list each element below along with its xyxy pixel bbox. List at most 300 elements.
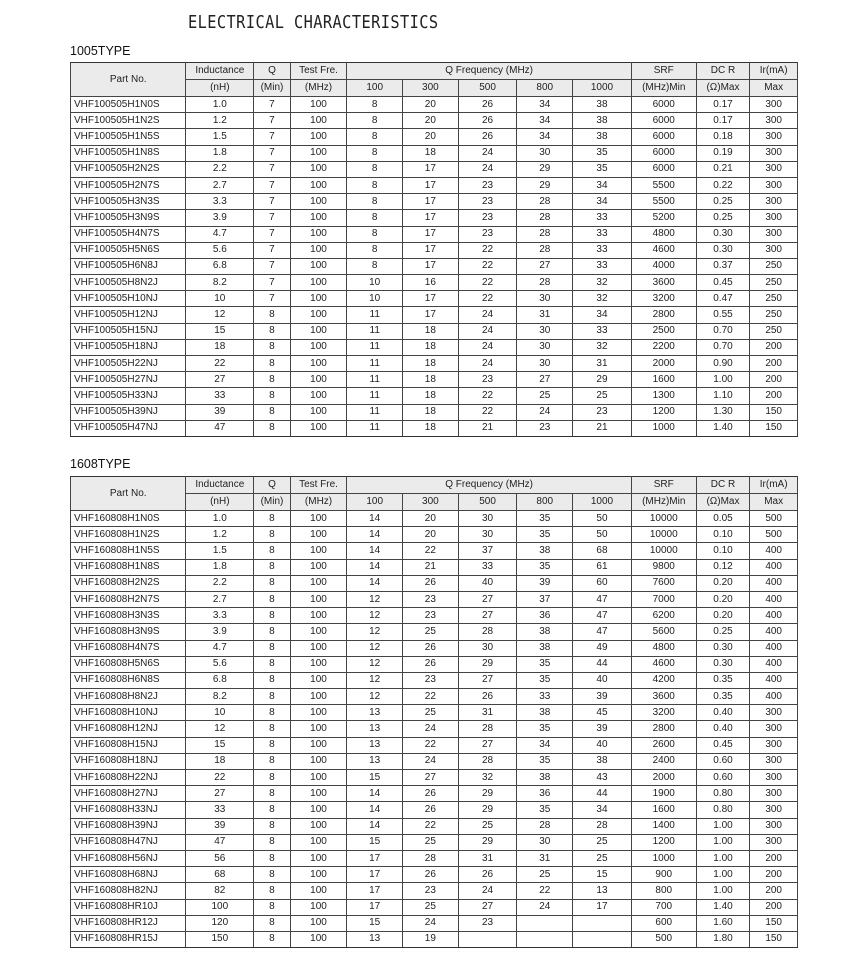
table-cell: 0.10 xyxy=(696,543,750,559)
header-srf: SRF xyxy=(631,477,696,494)
table-cell: 7 xyxy=(254,113,290,129)
table-cell: 400 xyxy=(750,608,798,624)
table-cell: 0.35 xyxy=(696,689,750,705)
table-cell: 25 xyxy=(403,899,459,915)
table-cell: 3600 xyxy=(631,275,696,291)
table-cell: 24 xyxy=(458,356,517,372)
table-cell: 8 xyxy=(347,242,403,258)
table-cell: 100 xyxy=(290,97,347,113)
part-number-cell: VHF100505H1N5S xyxy=(71,129,186,145)
table-cell: 100 xyxy=(290,883,347,899)
table-cell: 8 xyxy=(254,656,290,672)
part-number-cell: VHF160808H2N2S xyxy=(71,575,186,591)
table-cell: 400 xyxy=(750,640,798,656)
table-cell: 13 xyxy=(573,883,632,899)
table-cell: 61 xyxy=(573,559,632,575)
table-cell: 100 xyxy=(290,689,347,705)
table-cell: 24 xyxy=(403,915,459,931)
table-cell: 15 xyxy=(573,867,632,883)
header-q-freq-500: 500 xyxy=(458,80,517,97)
table-cell: 28 xyxy=(517,194,573,210)
part-number-cell: VHF160808H1N2S xyxy=(71,527,186,543)
table-cell: 7 xyxy=(254,242,290,258)
table-cell: 1.8 xyxy=(186,559,254,575)
table-cell: 16 xyxy=(403,275,459,291)
table-cell: 19 xyxy=(403,931,459,947)
table-cell: 150 xyxy=(750,420,798,436)
table-cell: 7 xyxy=(254,97,290,113)
table-cell: 7 xyxy=(254,258,290,274)
table-cell: 22 xyxy=(458,291,517,307)
table-cell: 1.00 xyxy=(696,883,750,899)
table-cell: 28 xyxy=(573,818,632,834)
table-cell: 3.3 xyxy=(186,608,254,624)
table-cell: 0.40 xyxy=(696,705,750,721)
table-cell: 2600 xyxy=(631,737,696,753)
table-row xyxy=(71,543,798,559)
table-cell: 27 xyxy=(403,770,459,786)
table-cell: 15 xyxy=(186,323,254,339)
table-cell: 100 xyxy=(290,388,347,404)
table-row xyxy=(71,931,798,947)
table-cell: 0.17 xyxy=(696,113,750,129)
table-cell: 22 xyxy=(186,356,254,372)
part-number-cell: VHF100505H12NJ xyxy=(71,307,186,323)
table-cell: 23 xyxy=(458,210,517,226)
table-row xyxy=(71,786,798,802)
part-number-cell: VHF160808H56NJ xyxy=(71,850,186,866)
table-cell: 8 xyxy=(254,753,290,769)
part-number-cell: VHF100505H6N8J xyxy=(71,258,186,274)
table-cell: 100 xyxy=(290,753,347,769)
table-cell: 7 xyxy=(254,145,290,161)
table-cell: 2500 xyxy=(631,323,696,339)
table-cell: 29 xyxy=(458,656,517,672)
table-cell: 0.45 xyxy=(696,275,750,291)
table-cell: 100 xyxy=(290,404,347,420)
table-cell: 23 xyxy=(573,404,632,420)
table-cell: 26 xyxy=(458,113,517,129)
header-q: Q xyxy=(254,63,290,80)
header-ir-unit: Max xyxy=(750,80,798,97)
table-cell: 300 xyxy=(750,705,798,721)
table-cell: 8 xyxy=(254,591,290,607)
table-row xyxy=(71,705,798,721)
table-cell: 26 xyxy=(458,129,517,145)
part-number-cell: VHF160808HR15J xyxy=(71,931,186,947)
table-cell: 20 xyxy=(403,129,459,145)
header-ir: Ir(mA) xyxy=(750,477,798,494)
table-cell: 8 xyxy=(254,511,290,527)
table-cell: 30 xyxy=(517,323,573,339)
table-cell: 100 xyxy=(290,737,347,753)
table-cell: 8 xyxy=(254,307,290,323)
table-cell: 6000 xyxy=(631,161,696,177)
table-row xyxy=(71,339,798,355)
table-cell: 100 xyxy=(290,721,347,737)
table-cell: 0.55 xyxy=(696,307,750,323)
part-number-cell: VHF160808H68NJ xyxy=(71,867,186,883)
table-cell: 0.80 xyxy=(696,802,750,818)
table-cell: 23 xyxy=(458,226,517,242)
table-cell: 3200 xyxy=(631,705,696,721)
part-number-cell: VHF160808H27NJ xyxy=(71,786,186,802)
table-cell: 7000 xyxy=(631,591,696,607)
table-cell: 400 xyxy=(750,559,798,575)
table-cell: 39 xyxy=(573,689,632,705)
table-cell: 25 xyxy=(403,705,459,721)
table-row xyxy=(71,275,798,291)
table-cell: 300 xyxy=(750,97,798,113)
part-number-cell: VHF100505H1N0S xyxy=(71,97,186,113)
part-number-cell: VHF160808H10NJ xyxy=(71,705,186,721)
header-q-freq-1000: 1000 xyxy=(573,494,632,511)
table-row xyxy=(71,802,798,818)
table-cell: 8 xyxy=(347,210,403,226)
table-cell: 0.40 xyxy=(696,721,750,737)
table-cell: 28 xyxy=(517,210,573,226)
table-cell: 2800 xyxy=(631,307,696,323)
table-cell: 34 xyxy=(517,737,573,753)
table-cell: 29 xyxy=(458,786,517,802)
table-cell: 250 xyxy=(750,275,798,291)
table-cell: 0.35 xyxy=(696,672,750,688)
table-cell: 8 xyxy=(254,834,290,850)
table-cell: 8 xyxy=(254,323,290,339)
table-cell: 30 xyxy=(517,339,573,355)
table-cell: 30 xyxy=(517,834,573,850)
table-cell: 6000 xyxy=(631,97,696,113)
table-row xyxy=(71,388,798,404)
table-cell: 100 xyxy=(290,242,347,258)
table-cell: 27 xyxy=(458,591,517,607)
part-number-cell: VHF100505H5N6S xyxy=(71,242,186,258)
table-cell: 1000 xyxy=(631,850,696,866)
table-cell: 0.37 xyxy=(696,258,750,274)
table-cell: 35 xyxy=(517,753,573,769)
table-cell xyxy=(517,931,573,947)
header-q-unit: (Min) xyxy=(254,494,290,511)
header-inductance: Inductance xyxy=(186,477,254,494)
header-q-frequency: Q Frequency (MHz) xyxy=(347,477,632,494)
table-cell: 24 xyxy=(458,883,517,899)
table-cell: 24 xyxy=(458,161,517,177)
table-cell: 10000 xyxy=(631,511,696,527)
table-cell: 39 xyxy=(573,721,632,737)
table-cell: 25 xyxy=(573,834,632,850)
header-q-freq-500: 500 xyxy=(458,494,517,511)
table-cell: 1.0 xyxy=(186,511,254,527)
table-cell: 6.8 xyxy=(186,672,254,688)
part-number-cell: VHF100505H3N9S xyxy=(71,210,186,226)
table-cell: 1200 xyxy=(631,404,696,420)
table-cell: 5.6 xyxy=(186,242,254,258)
table-cell: 20 xyxy=(403,527,459,543)
table-row xyxy=(71,356,798,372)
table-cell: 200 xyxy=(750,356,798,372)
header-row xyxy=(71,477,798,494)
table-cell: 1600 xyxy=(631,802,696,818)
table-cell: 500 xyxy=(750,527,798,543)
table-cell: 17 xyxy=(347,850,403,866)
table-cell: 18 xyxy=(186,753,254,769)
header-test-freq-unit: (MHz) xyxy=(290,494,347,511)
part-number-cell: VHF100505H47NJ xyxy=(71,420,186,436)
table-cell: 100 xyxy=(290,113,347,129)
table-cell: 4200 xyxy=(631,672,696,688)
table-cell: 26 xyxy=(403,802,459,818)
table-cell: 0.25 xyxy=(696,624,750,640)
table-cell: 43 xyxy=(573,770,632,786)
table-cell: 33 xyxy=(573,226,632,242)
table-row xyxy=(71,113,798,129)
table-cell: 3.3 xyxy=(186,194,254,210)
table-cell: 8 xyxy=(254,737,290,753)
header-q: Q xyxy=(254,477,290,494)
table-cell: 300 xyxy=(750,145,798,161)
table-cell: 28 xyxy=(517,275,573,291)
table-cell: 17 xyxy=(347,867,403,883)
table-row xyxy=(71,527,798,543)
table-cell: 26 xyxy=(403,656,459,672)
table-cell: 6200 xyxy=(631,608,696,624)
table-cell: 22 xyxy=(458,275,517,291)
table-cell: 13 xyxy=(347,931,403,947)
table-cell: 100 xyxy=(290,931,347,947)
table-cell: 100 xyxy=(290,705,347,721)
spec-table-1608 xyxy=(70,476,798,948)
table-cell: 1000 xyxy=(631,420,696,436)
table-cell: 31 xyxy=(573,356,632,372)
table-cell: 2400 xyxy=(631,753,696,769)
table-cell: 0.90 xyxy=(696,356,750,372)
table-cell: 1.00 xyxy=(696,867,750,883)
table-cell: 1.5 xyxy=(186,543,254,559)
table-cell: 30 xyxy=(517,291,573,307)
table-cell: 10000 xyxy=(631,543,696,559)
table-cell: 38 xyxy=(517,705,573,721)
table-cell: 49 xyxy=(573,640,632,656)
table-cell: 68 xyxy=(186,867,254,883)
table-cell: 33 xyxy=(573,210,632,226)
header-part-no: Part No. xyxy=(71,63,186,97)
table-cell: 8 xyxy=(254,624,290,640)
table-cell: 12 xyxy=(347,608,403,624)
table-cell: 33 xyxy=(517,689,573,705)
table-cell: 100 xyxy=(290,129,347,145)
table-cell: 400 xyxy=(750,575,798,591)
table-cell: 17 xyxy=(403,210,459,226)
table-cell: 8 xyxy=(254,608,290,624)
table-cell: 35 xyxy=(517,802,573,818)
table-cell: 100 xyxy=(290,511,347,527)
table-cell: 100 xyxy=(290,145,347,161)
table-cell: 34 xyxy=(517,97,573,113)
header-srf-unit: (MHz)Min xyxy=(631,494,696,511)
table-row xyxy=(71,323,798,339)
table-cell: 0.70 xyxy=(696,323,750,339)
table-cell: 300 xyxy=(750,242,798,258)
table-cell: 22 xyxy=(458,258,517,274)
table-cell: 13 xyxy=(347,753,403,769)
table-cell: 100 xyxy=(290,559,347,575)
table-cell: 8 xyxy=(254,802,290,818)
header-q-freq-1000: 1000 xyxy=(573,80,632,97)
table-row xyxy=(71,608,798,624)
table-cell: 2000 xyxy=(631,770,696,786)
table-cell: 22 xyxy=(403,543,459,559)
table-cell: 8 xyxy=(254,527,290,543)
table-cell: 28 xyxy=(517,226,573,242)
table-cell: 100 xyxy=(290,818,347,834)
table-cell: 31 xyxy=(458,705,517,721)
part-number-cell: VHF160808H33NJ xyxy=(71,802,186,818)
table-cell: 400 xyxy=(750,624,798,640)
table-cell: 18 xyxy=(403,372,459,388)
table-cell: 250 xyxy=(750,291,798,307)
table-cell: 250 xyxy=(750,323,798,339)
table-cell: 7 xyxy=(254,226,290,242)
table-cell: 4800 xyxy=(631,640,696,656)
table-row xyxy=(71,753,798,769)
table-cell: 33 xyxy=(573,242,632,258)
table-row xyxy=(71,818,798,834)
header-ir: Ir(mA) xyxy=(750,63,798,80)
table-cell: 300 xyxy=(750,802,798,818)
table-cell: 5200 xyxy=(631,210,696,226)
table-cell: 10 xyxy=(347,275,403,291)
table-cell: 14 xyxy=(347,527,403,543)
table-cell: 0.19 xyxy=(696,145,750,161)
table-cell: 22 xyxy=(458,242,517,258)
table-row xyxy=(71,915,798,931)
table-cell: 22 xyxy=(403,737,459,753)
table-row xyxy=(71,307,798,323)
part-number-cell: VHF100505H1N8S xyxy=(71,145,186,161)
table-cell: 4.7 xyxy=(186,640,254,656)
table-cell: 6000 xyxy=(631,129,696,145)
header-q-freq-300: 300 xyxy=(403,80,459,97)
table-cell: 100 xyxy=(290,834,347,850)
table-cell: 4600 xyxy=(631,656,696,672)
table-cell: 6000 xyxy=(631,145,696,161)
table-cell: 25 xyxy=(517,867,573,883)
table-cell: 24 xyxy=(458,339,517,355)
part-number-cell: VHF100505H2N2S xyxy=(71,161,186,177)
table-row xyxy=(71,591,798,607)
table-cell: 0.05 xyxy=(696,511,750,527)
table-cell: 7 xyxy=(254,129,290,145)
table-cell: 500 xyxy=(631,931,696,947)
table-cell: 8 xyxy=(254,770,290,786)
table-cell: 0.12 xyxy=(696,559,750,575)
table-cell: 29 xyxy=(458,802,517,818)
table-cell: 31 xyxy=(517,307,573,323)
table-cell: 11 xyxy=(347,404,403,420)
table-cell: 300 xyxy=(750,113,798,129)
part-number-cell: VHF160808H1N0S xyxy=(71,511,186,527)
table-cell: 100 xyxy=(290,591,347,607)
table-cell: 8 xyxy=(254,867,290,883)
table-cell: 15 xyxy=(347,915,403,931)
header-q-freq-800: 800 xyxy=(517,80,573,97)
table-cell: 25 xyxy=(517,388,573,404)
table-row xyxy=(71,672,798,688)
table-cell: 500 xyxy=(750,511,798,527)
part-number-cell: VHF100505H33NJ xyxy=(71,388,186,404)
table-cell: 17 xyxy=(403,226,459,242)
table-cell: 100 xyxy=(290,420,347,436)
table-row xyxy=(71,258,798,274)
table-cell: 25 xyxy=(573,850,632,866)
table-cell: 33 xyxy=(458,559,517,575)
table-cell: 18 xyxy=(403,339,459,355)
table-cell: 32 xyxy=(573,339,632,355)
part-number-cell: VHF100505H15NJ xyxy=(71,323,186,339)
table-row xyxy=(71,737,798,753)
table-cell: 34 xyxy=(517,129,573,145)
part-number-cell: VHF100505H3N3S xyxy=(71,194,186,210)
part-number-cell: VHF160808H3N9S xyxy=(71,624,186,640)
table-cell: 100 xyxy=(290,802,347,818)
table-cell: 9800 xyxy=(631,559,696,575)
table-row xyxy=(71,97,798,113)
table-cell: 34 xyxy=(517,113,573,129)
table-row xyxy=(71,242,798,258)
table-cell: 8 xyxy=(347,113,403,129)
section-label-1608: 1608TYPE xyxy=(70,457,131,471)
table-row xyxy=(71,511,798,527)
table-cell: 32 xyxy=(573,275,632,291)
table-cell: 22 xyxy=(403,818,459,834)
table-cell: 11 xyxy=(347,323,403,339)
table-cell: 0.70 xyxy=(696,339,750,355)
table-cell: 3200 xyxy=(631,291,696,307)
table-cell: 22 xyxy=(458,404,517,420)
table-cell: 18 xyxy=(403,323,459,339)
table-cell: 37 xyxy=(458,543,517,559)
table-row xyxy=(71,624,798,640)
table-cell: 23 xyxy=(403,608,459,624)
table-cell: 400 xyxy=(750,689,798,705)
section-label-1005: 1005TYPE xyxy=(70,44,131,58)
table-cell: 18 xyxy=(403,145,459,161)
table-cell: 7 xyxy=(254,291,290,307)
table-cell: 4600 xyxy=(631,242,696,258)
table-cell: 300 xyxy=(750,129,798,145)
table-cell: 1.40 xyxy=(696,420,750,436)
table-cell: 33 xyxy=(573,258,632,274)
table-cell: 60 xyxy=(573,575,632,591)
table-cell: 200 xyxy=(750,388,798,404)
table-cell: 30 xyxy=(458,640,517,656)
table-cell: 6.8 xyxy=(186,258,254,274)
page-title: ELECTRICAL CHARACTERISTICS xyxy=(188,12,439,33)
table-cell: 8 xyxy=(254,899,290,915)
table-cell: 7 xyxy=(254,275,290,291)
table-cell: 40 xyxy=(573,672,632,688)
table-cell: 0.25 xyxy=(696,194,750,210)
table-cell: 0.10 xyxy=(696,527,750,543)
table-cell: 45 xyxy=(573,705,632,721)
header-part-no: Part No. xyxy=(71,477,186,511)
table-row xyxy=(71,291,798,307)
table-cell: 21 xyxy=(573,420,632,436)
table-cell: 50 xyxy=(573,511,632,527)
table-cell: 3.9 xyxy=(186,210,254,226)
table-cell: 31 xyxy=(517,850,573,866)
table-cell: 5.6 xyxy=(186,656,254,672)
